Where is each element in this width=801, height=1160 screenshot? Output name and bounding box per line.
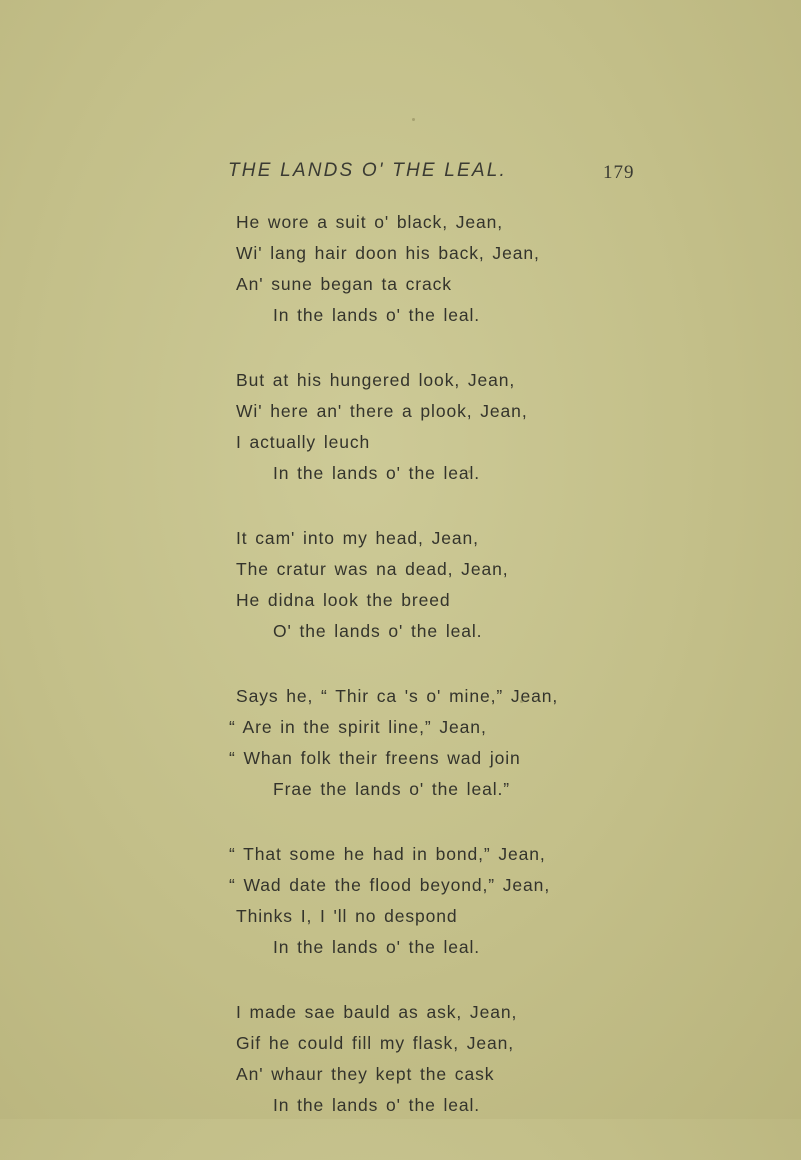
poem bbox=[0, 212, 801, 1160]
stanza bbox=[0, 844, 801, 968]
poem-line: He didna look the breed bbox=[236, 590, 451, 610]
paper-speck bbox=[412, 118, 415, 121]
poem-line: The cratur was na dead, Jean, bbox=[236, 559, 509, 579]
poem-line: But at his hungered look, Jean, bbox=[236, 370, 516, 390]
poem-refrain-line: O' the lands o' the leal. bbox=[273, 621, 483, 641]
poem-line: Wi' here an' there a plook, Jean, bbox=[236, 401, 528, 421]
poem-line: Says he, “ Thir ca 's o' mine,” Jean, bbox=[236, 686, 559, 706]
page-number: 179 bbox=[603, 162, 635, 183]
poem-line: Thinks I, I 'll no despond bbox=[236, 906, 458, 926]
poem-line: Gif he could fill my flask, Jean, bbox=[236, 1033, 515, 1053]
poem-line: An' whaur they kept the cask bbox=[236, 1064, 495, 1084]
running-head bbox=[0, 160, 801, 190]
poem-refrain-line: In the lands o' the leal. bbox=[273, 937, 481, 957]
stanza bbox=[0, 1002, 801, 1126]
stanza bbox=[0, 212, 801, 336]
stanza bbox=[0, 686, 801, 810]
poem-line: “ Are in the spirit line,” Jean, bbox=[229, 717, 487, 737]
poem-line: I actually leuch bbox=[236, 432, 371, 452]
poem-line: He wore a suit o' black, Jean, bbox=[236, 212, 504, 232]
stanza bbox=[0, 528, 801, 652]
poem-line: “ That some he had in bond,” Jean, bbox=[229, 844, 546, 864]
poem-line: “ Whan folk their freens wad join bbox=[229, 748, 521, 768]
poem-line: “ Wad date the flood beyond,” Jean, bbox=[229, 875, 551, 895]
poem-refrain-line: In the lands o' the leal. bbox=[273, 305, 481, 325]
poem-refrain-line: In the lands o' the leal. bbox=[273, 463, 481, 483]
poem-line: Wi' lang hair doon his back, Jean, bbox=[236, 243, 540, 263]
stanza bbox=[0, 370, 801, 494]
running-title: THE LANDS O' THE LEAL. bbox=[228, 160, 508, 181]
poem-line: An' sune began ta crack bbox=[236, 274, 452, 294]
poem-refrain-line: Frae the lands o' the leal.” bbox=[273, 779, 510, 799]
poem-line: It cam' into my head, Jean, bbox=[236, 528, 479, 548]
poem-line: I made sae bauld as ask, Jean, bbox=[236, 1002, 518, 1022]
poem-refrain-line: In the lands o' the leal. bbox=[273, 1095, 481, 1115]
